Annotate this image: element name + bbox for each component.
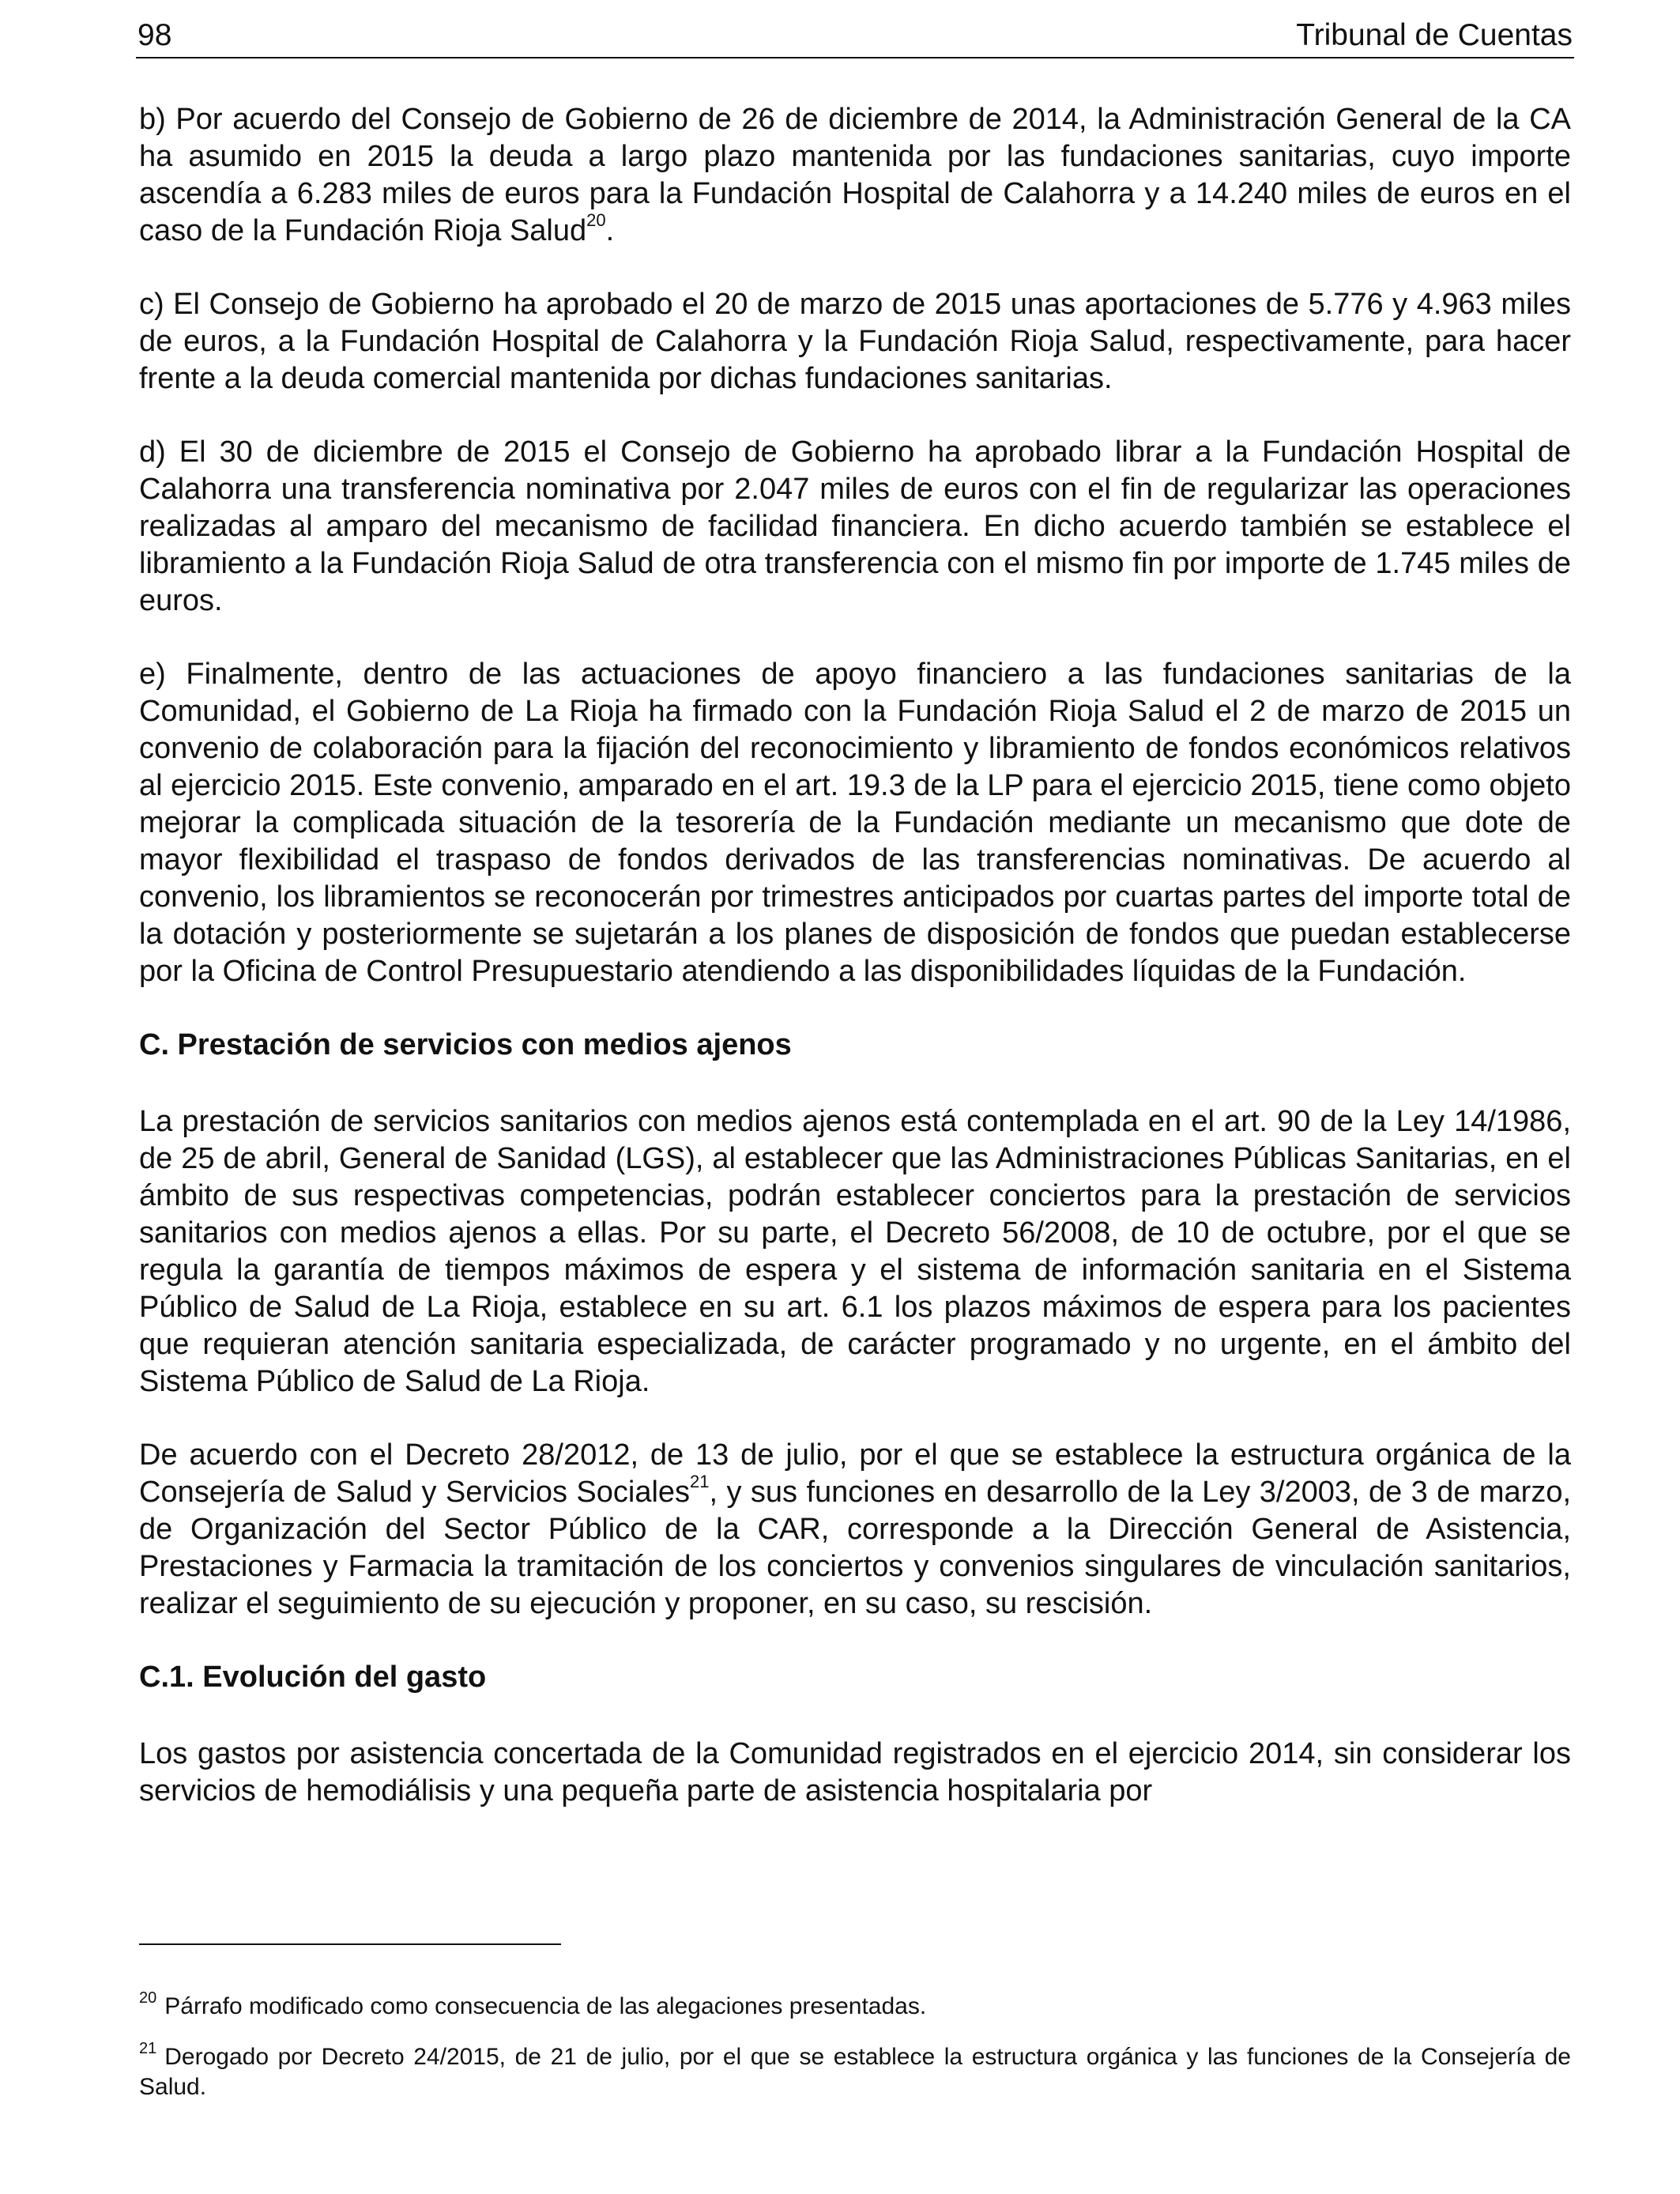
paragraph-b-end: . (605, 214, 615, 247)
paragraph-b (139, 101, 1571, 250)
section-heading-c: C. Prestación de servicios con medios ajenos (139, 1028, 792, 1061)
footnote-number: 21 (139, 2040, 157, 2057)
running-title: Tribunal de Cuentas (1296, 18, 1573, 52)
section-c-paragraph-2-start: De acuerdo con el Decreto 28/2012, de 13 de julio, por el que se establece la estructura orgánica de la Consejería de Salud y Servicios Sociales (139, 1438, 1571, 1509)
footnote-text: Párrafo modificado como consecuencia de las alegaciones presentadas. (164, 1993, 927, 2019)
footnote-number: 20 (139, 1989, 157, 2007)
section-c-paragraph-1: La prestación de servicios sanitarios con medios ajenos está contemplada en el art. 90 de la Ley 14/1986, de 25 de abril, General de Sanidad (LGS), al establecer que las Administraciones Públicas Sanitarias, en el ámbito de sus respectivas competencias, podrán establecer conciertos para la prestación de servicios sanitarios con medios ajenos a ellas. Por su parte, el Decreto 56/2008, de 10 de octubre, por el que se regula la garantía de tiempos máximos de espera y el sistema de información sanitaria en el Sistema Público de Salud de La Rioja, establece en su art. 6.1 los plazos máximos de espera para los pacientes que requieran atención sanitaria especializada, de carácter programado y no urgente, en el ámbito del Sistema Público de Salud de La Rioja. (139, 1105, 1571, 1398)
footnotes (139, 1989, 1571, 2123)
paragraph-e: e) Finalmente, dentro de las actuaciones de apoyo financiero a las fundaciones sanitarias de la Comunidad, el Gobierno de La Rioja ha firmado con la Fundación Rioja Salud el 2 de marzo de 2015 un convenio de colaboración para la fijación del reconocimiento y libramiento de fondos económicos relativos al ejercicio 2015. Este convenio, amparado en el art. 19.3 de la LP para el ejercicio 2015, tiene como objeto mejorar la complicada situación de la tesorería de la Fundación mediante un mecanismo que dote de mayor flexibilidad el traspaso de fondos derivados de las transferencias nominativas. De acuerdo al convenio, los libramientos se reconocerán por trimestres anticipados por cuartas partes del importe total de la dotación y posteriormente se sujetarán a los planes de disposición de fondos que puedan establecerse por la Oficina de Control Presupuestario atendiendo a las disponibilidades líquidas de la Fundación. (139, 658, 1571, 988)
section-c1-paragraph-1: Los gastos por asistencia concertada de la Comunidad registrados en el ejercicio 2014, sin considerar los servicios de hemodiálisis y una pequeña parte de asistencia hospitalaria por (139, 1737, 1571, 1808)
footnote-separator (139, 1943, 561, 1945)
footnote-text: Derogado por Decreto 24/2015, de 21 de julio, por el que se establece la estructura orgánica y las funciones de la Consejería de Salud. (139, 2044, 1571, 2100)
footnote-21 (139, 2042, 1571, 2102)
paragraph-b-text: b) Por acuerdo del Consejo de Gobierno de 26 de diciembre de 2014, la Administración General de la CA ha asumido en 2015 la deuda a largo plazo mantenida por las fundaciones sanitarias, cuyo importe ascendía a 6.283 miles de euros para la Fundación Hospital de Calahorra y a 14.240 miles de euros en el caso de la Fundación Rioja Salud (139, 103, 1571, 247)
paragraph-d: d) El 30 de diciembre de 2015 el Consejo de Gobierno ha aprobado librar a la Fundación Hospital de Calahorra una transferencia nominativa por 2.047 miles de euros con el fin de regularizar las operaciones realizadas al amparo del mecanismo de facilidad financiera. En dicho acuerdo también se establece el libramiento a la Fundación Rioja Salud de otra transferencia con el mismo fin por importe de 1.745 miles de euros. (139, 435, 1571, 617)
footnote-ref-20[interactable]: 20 (586, 210, 606, 230)
footnote-ref-21[interactable]: 21 (690, 1472, 710, 1491)
body-content (139, 101, 1571, 1846)
footnote-20 (139, 1989, 1571, 2022)
page-number: 98 (137, 18, 172, 52)
section-c-paragraph-2 (139, 1437, 1571, 1623)
page-header (136, 14, 1574, 58)
section-c-paragraph-2-end: , y sus funciones en desarrollo de la Ley 3/2003, de 3 de marzo, de Organización del Sector Público de la CAR, corresponde a la Dirección General de Asistencia, Prestaciones y Farmacia la tramitación de los conciertos y convenios singulares de vinculación sanitarios, realizar el seguimiento de su ejecución y proponer, en su caso, su rescisión. (139, 1476, 1572, 1620)
section-heading-c1: C.1. Evolución del gasto (139, 1661, 487, 1694)
paragraph-c: c) El Consejo de Gobierno ha aprobado el 20 de marzo de 2015 unas aportaciones de 5.776 y 4.963 miles de euros, a la Fundación Hospital de Calahorra y la Fundación Rioja Salud, respectivamente, para hacer frente a la deuda comercial mantenida por dichas fundaciones sanitarias. (139, 288, 1571, 395)
